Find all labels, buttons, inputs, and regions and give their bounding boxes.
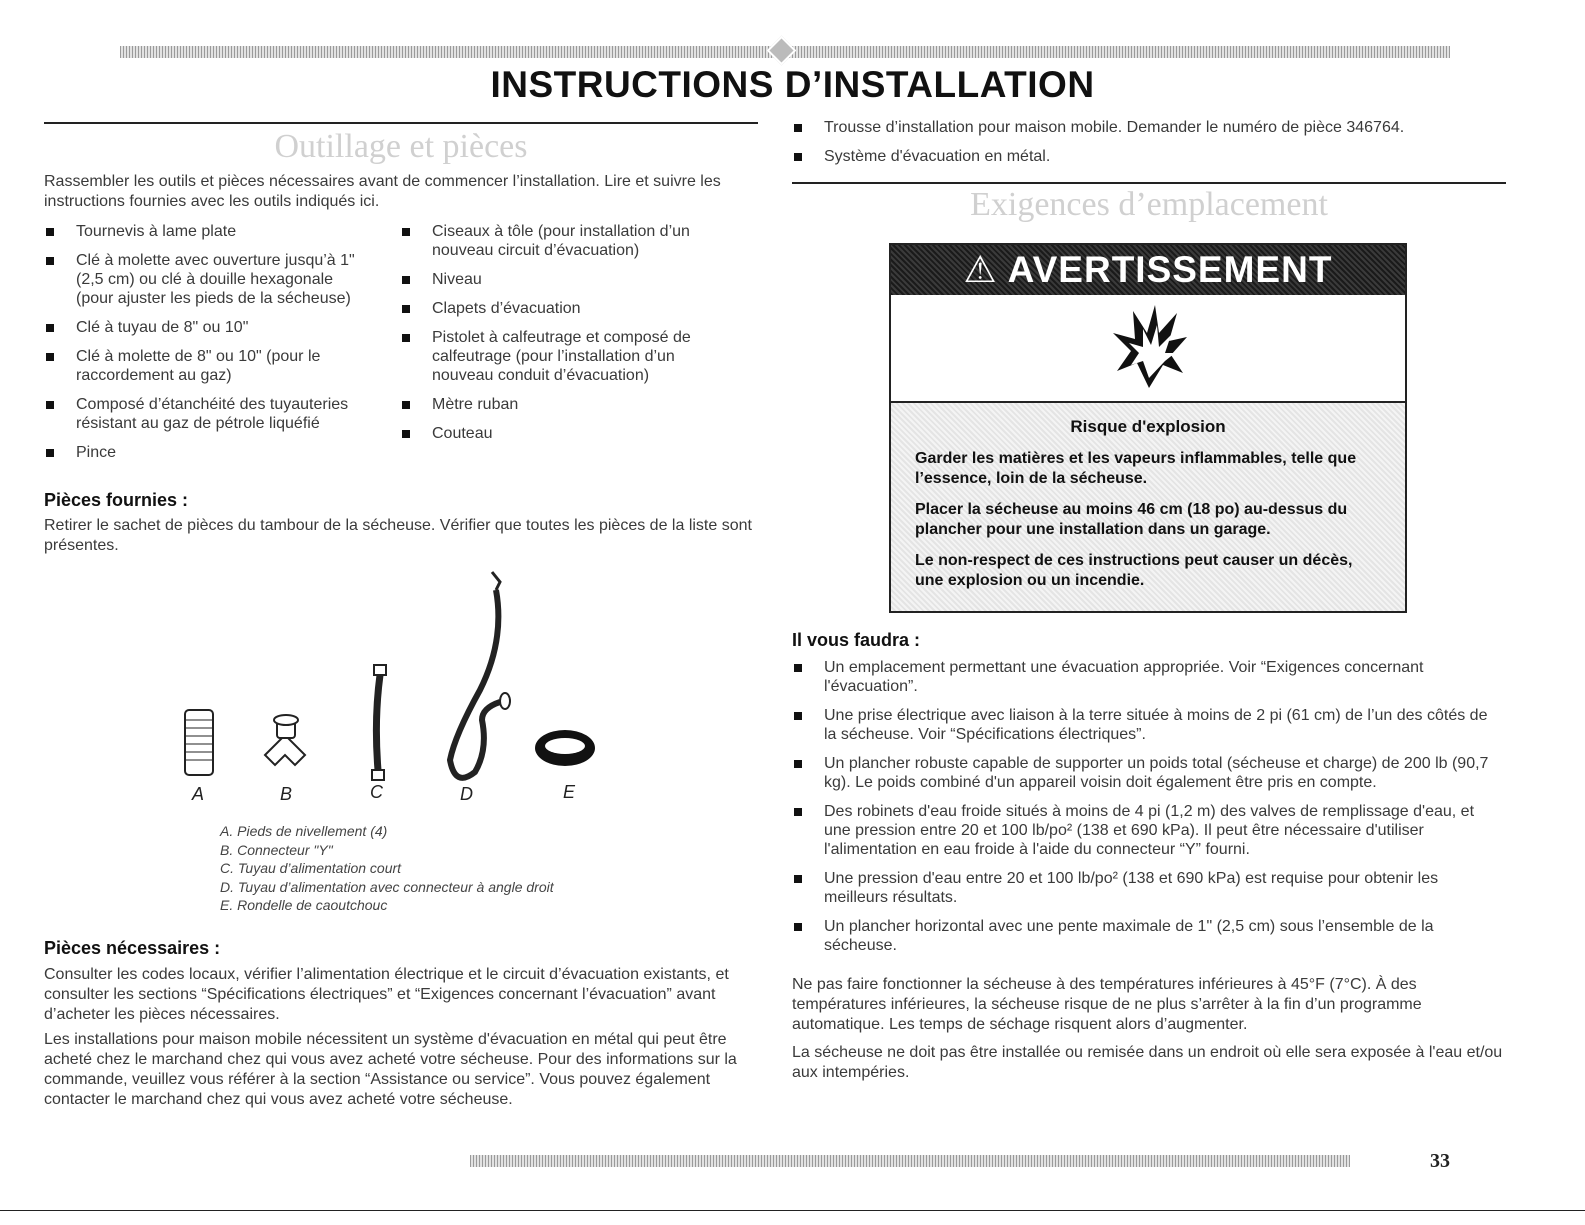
tools-list-right xyxy=(400,222,730,453)
short-hose-icon xyxy=(372,665,386,780)
tool-item: Clapets d’évacuation xyxy=(400,299,730,318)
requirement-item: Une prise électrique avec liaison à la terre située à moins de 2 pi (61 cm) de l’un des côtés de la sécheuse. Voir “Spécifications électriques”. xyxy=(792,706,1492,744)
tool-item: Pistolet à calfeutrage et composé de calfeutrage (pour l’installation d’un nouveau conduit d’évacuation) xyxy=(400,328,730,385)
figure-captions xyxy=(220,822,554,915)
figure-label-a: A xyxy=(192,784,205,804)
pieces-necessaires-p2: Les installations pour maison mobile nécessitent un système d'évacuation en métal qui peut être acheté chez le marchand chez qui vous avez acheté votre sécheuse. Pour des informations sur la commande, veuillez vous référer à la section “Assistance ou service”. Vous pouvez également contacter le marchand chez qui vous avez acheté votre sécheuse. xyxy=(44,1031,737,1108)
warning-header xyxy=(891,245,1405,295)
requirement-item: Un emplacement permettant une évacuation appropriée. Voir “Exigences concernant l'évacuation”. xyxy=(792,658,1492,696)
parts-illustration xyxy=(170,560,620,810)
pieces-fournies-text: Retirer le sachet de pièces du tambour de la sécheuse. Vérifier que toutes les pièces de la liste sont présentes. xyxy=(44,517,752,554)
tools-list-left xyxy=(44,222,374,472)
tool-item: Ciseaux à tôle (pour installation d’un nouveau circuit d’évacuation) xyxy=(400,222,730,260)
exposure-paragraph: La sécheuse ne doit pas être installée ou remisée dans un endroit où elle sera exposée à l'eau et/ou aux intempéries. xyxy=(792,1044,1503,1081)
figure-caption-item: D. Tuyau d’alimentation avec connecteur à angle droit xyxy=(220,878,554,895)
outillage-section-title: Outillage et pièces xyxy=(274,128,528,165)
pieces-necessaires-p1: Consulter les codes locaux, vérifier l’alimentation électrique et le circuit d’évacuation existants, et consulter les sections “Spécifications électriques” et “Exigences concernant l’évacuation” avant d’acheter les pièces nécessaires. xyxy=(44,966,729,1023)
page-title: INSTRUCTIONS D’INSTALLATION xyxy=(490,64,1095,105)
long-hose-icon xyxy=(450,572,510,778)
figure-label-c: C xyxy=(370,782,383,802)
tool-item: Couteau xyxy=(400,424,730,443)
requirement-item: Un plancher robuste capable de supporter un poids total (sécheuse et charge) de 200 lb (90,7 kg). Le poids combiné d'un appareil voisin doit également être pris en compte. xyxy=(792,754,1492,792)
explosion-symbol-area xyxy=(891,295,1405,403)
mobile-home-items xyxy=(792,118,1492,176)
figure-caption-item: A. Pieds de nivellement (4) xyxy=(220,823,388,839)
warning-body xyxy=(891,403,1405,611)
pieces-fournies-heading: Pièces fournies : xyxy=(44,490,189,510)
temperature-paragraph: Ne pas faire fonctionner la sécheuse à des températures inférieures à 45°F (7°C). À des températures inférieures, la sécheuse risque de ne plus s’arrêter à la fin d’un programme automatique. Les temps de séchage risquent alors d’augmenter. xyxy=(792,976,1422,1033)
tool-item: Clé à molette avec ouverture jusqu’à 1" (2,5 cm) ou clé à douille hexagonale (pour ajuster les pieds de la sécheuse) xyxy=(44,251,374,308)
tool-item: Mètre ruban xyxy=(400,395,730,414)
warning-box xyxy=(889,243,1407,613)
figure-label-e: E xyxy=(563,782,576,802)
warning-risk-title: Risque d'explosion xyxy=(1070,417,1226,436)
il-vous-faudra-heading: Il vous faudra : xyxy=(792,630,921,650)
left-section-rule xyxy=(44,122,758,124)
bottom-decorative-band xyxy=(470,1155,1350,1167)
rubber-washer-icon xyxy=(535,730,595,766)
mobile-home-item: Système d'évacuation en métal. xyxy=(792,147,1492,166)
tool-item: Composé d’étanchéité des tuyauteries résistant au gaz de pétrole liquéfié xyxy=(44,395,374,433)
outillage-intro: Rassembler les outils et pièces nécessaires avant de commencer l’installation. Lire et suivre les instructions fournies avec les outils indiqués ici. xyxy=(44,173,721,210)
y-connector-icon xyxy=(265,715,305,765)
tool-item: Clé à tuyau de 8" ou 10" xyxy=(44,318,374,337)
requirement-item: Des robinets d'eau froide situés à moins de 4 pi (1,2 m) des valves de remplissage d'eau, et une pression entre 20 et 100 lb/po² (138 et 690 kPa). Il peut être nécessaire d'utiliser l'alimentation en eau froide à l'aide du connecteur “Y” fourni. xyxy=(792,802,1492,859)
requirement-item: Un plancher horizontal avec une pente maximale de 1" (2,5 cm) sous l’ensemble de la sécheuse. xyxy=(792,917,1492,955)
exigences-section-title: Exigences d’emplacement xyxy=(970,186,1328,223)
warning-triangle-icon: ⚠ xyxy=(963,249,998,290)
figure-caption-item: E. Rondelle de caoutchouc xyxy=(220,897,388,913)
figure-label-d: D xyxy=(460,784,473,804)
requirement-item: Une pression d'eau entre 20 et 100 lb/po² (138 et 690 kPa) est requise pour obtenir les meilleurs résultats. xyxy=(792,869,1492,907)
figure-caption-item: B. Connecteur "Y" xyxy=(220,841,333,858)
page-number: 33 xyxy=(1430,1150,1450,1172)
warning-text-3: Le non-respect de ces instructions peut causer un décès, une explosion ou un incendie. xyxy=(915,552,1353,589)
tool-item: Clé à molette de 8" ou 10" (pour le raccordement au gaz) xyxy=(44,347,374,385)
bottom-page-rule xyxy=(0,1210,1585,1211)
leveling-foot-icon xyxy=(185,710,213,775)
pieces-necessaires-heading: Pièces nécessaires : xyxy=(44,938,221,958)
tool-item: Pince xyxy=(44,443,374,462)
requirements-list xyxy=(792,658,1492,965)
warning-header-text: AVERTISSEMENT xyxy=(1007,249,1333,290)
warning-text-1: Garder les matières et les vapeurs inflammables, telle que l’essence, loin de la sécheuse. xyxy=(915,450,1357,487)
diamond-ornament-icon xyxy=(767,36,797,66)
warning-text-2: Placer la sécheuse au moins 46 cm (18 po) au-dessus du plancher pour une installation dans un garage. xyxy=(915,501,1348,538)
figure-label-b: B xyxy=(280,784,293,804)
tool-item: Tournevis à lame plate xyxy=(44,222,374,241)
explosion-hazard-icon xyxy=(1109,303,1189,393)
mobile-home-item: Trousse d’installation pour maison mobile. Demander le numéro de pièce 346764. xyxy=(792,118,1492,137)
right-section-rule xyxy=(792,182,1506,184)
figure-caption-item: C. Tuyau d’alimentation court xyxy=(220,860,402,876)
tool-item: Niveau xyxy=(400,270,730,289)
